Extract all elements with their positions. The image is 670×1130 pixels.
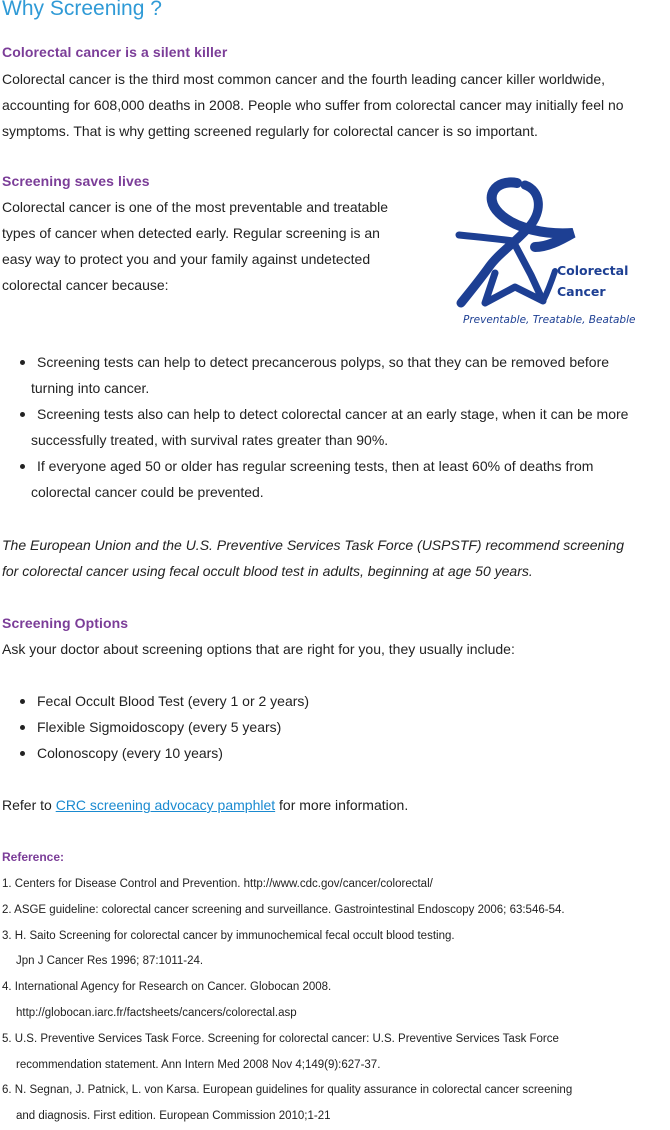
text-line: easy way to protect you and your family against undetected xyxy=(2,251,371,267)
section-heading-screening-options: Screening Options xyxy=(2,615,129,631)
bullet-icon xyxy=(20,699,25,704)
screening-options-intro xyxy=(2,636,515,662)
logo-text xyxy=(557,260,628,302)
bullet-icon xyxy=(20,725,25,730)
reference-line: 5. U.S. Preventive Services Task Force. Screening for colorectal cancer: U.S. Preventive Services Task Force xyxy=(2,1032,559,1045)
reference-item xyxy=(2,1027,572,1079)
bullet-icon xyxy=(20,751,25,756)
bullet-icon xyxy=(20,464,25,469)
logo-tagline: Preventable, Treatable, Beatable xyxy=(463,314,636,326)
list-item-line: Flexible Sigmoidoscopy (every 5 years) xyxy=(37,719,282,735)
text-line: Colorectal cancer is the third most common cancer and the fourth leading cancer killer worldwide, xyxy=(2,71,606,87)
recommendation-text xyxy=(2,532,624,584)
list-item xyxy=(0,349,628,401)
list-item xyxy=(0,453,628,505)
reference-line: 4. International Agency for Research on Cancer. Globocan 2008. xyxy=(2,981,332,994)
bullet-icon xyxy=(20,360,25,365)
colorectal-cancer-ribbon-logo-icon xyxy=(455,175,635,330)
reference-item xyxy=(2,924,572,976)
list-item-line: successfully treated, with survival rates greater than 90%. xyxy=(31,432,389,448)
refer-text xyxy=(2,792,408,818)
reference-line: recommendation statement. Ann Intern Med 2008 Nov 4;149(9):627-37. xyxy=(16,1058,381,1071)
reference-line: 1. Centers for Disease Control and Prevention. http://www.cdc.gov/cancer/colorectal/ xyxy=(2,878,433,890)
text-line: types of cancer when detected early. Regular screening is an xyxy=(2,225,380,241)
list-item-line: Screening tests also can help to detect colorectal cancer at an early stage, when it can be more xyxy=(37,406,629,422)
text-line: Ask your doctor about screening options that are right for you, they usually include: xyxy=(2,641,515,657)
section-saves-lives-text xyxy=(2,194,388,298)
list-item-line: If everyone aged 50 or older has regular screening tests, then at least 60% of deaths from xyxy=(37,458,594,474)
refer-suffix: for more information. xyxy=(275,797,409,813)
list-item xyxy=(0,740,309,766)
list-item xyxy=(0,401,628,453)
logo-line: Colorectal xyxy=(557,263,629,278)
reference-line: and diagnosis. First edition. European Commission 2010;1-21 xyxy=(16,1110,331,1123)
list-item-line: turning into cancer. xyxy=(31,380,150,396)
reference-line: 6. N. Segnan, J. Patnick, L. von Karsa. European guidelines for quality assurance in colorectal cancer screening xyxy=(2,1084,573,1097)
section-silent-killer-text xyxy=(2,66,624,144)
references-heading: Reference: xyxy=(2,850,65,864)
reference-item xyxy=(2,975,572,1027)
text-line: accounting for 608,000 deaths in 2008. People who suffer from colorectal cancer may initially feel no xyxy=(2,97,624,113)
text-line xyxy=(2,792,408,818)
reference-line: 3. H. Saito Screening for colorectal cancer by immunochemical fecal occult blood testing. xyxy=(2,929,455,942)
text-line: The European Union and the U.S. Preventive Services Task Force (USPSTF) recommend screening xyxy=(2,537,624,553)
reference-line: Jpn J Cancer Res 1996; 87:1011-24. xyxy=(16,955,204,968)
reference-line: 2. ASGE guideline: colorectal cancer screening and surveillance. Gastrointestinal Endoscopy 2006; 63:546-54. xyxy=(2,903,565,916)
pamphlet-link[interactable]: CRC screening advocacy pamphlet xyxy=(55,797,276,813)
bullet-icon xyxy=(20,412,25,417)
benefits-list xyxy=(0,349,628,505)
references-list xyxy=(2,872,572,1130)
reference-item xyxy=(2,872,572,898)
list-item-line: colorectal cancer could be prevented. xyxy=(31,484,264,500)
list-item xyxy=(0,714,309,740)
reference-item xyxy=(2,1078,572,1130)
text-line: colorectal cancer because: xyxy=(2,277,169,293)
reference-line: http://globocan.iarc.fr/factsheets/cancers/colorectal.asp xyxy=(16,1006,297,1019)
reference-item xyxy=(2,898,572,924)
list-item-line: Fecal Occult Blood Test (every 1 or 2 years) xyxy=(37,693,310,709)
logo-line: Cancer xyxy=(557,284,606,299)
refer-prefix: Refer to xyxy=(2,797,56,813)
list-item xyxy=(0,688,309,714)
text-line: Colorectal cancer is one of the most preventable and treatable xyxy=(2,199,389,215)
section-heading-saves-lives: Screening saves lives xyxy=(2,173,150,189)
list-item-line: Colonoscopy (every 10 years) xyxy=(37,745,223,761)
page-title: Why Screening ? xyxy=(2,0,162,20)
text-line: symptoms. That is why getting screened regularly for colorectal cancer is so important. xyxy=(2,123,538,139)
screening-options-list xyxy=(0,688,309,766)
section-heading-silent-killer: Colorectal cancer is a silent killer xyxy=(2,44,228,60)
list-item-line: Screening tests can help to detect precancerous polyps, so that they can be removed before xyxy=(37,354,610,370)
text-line: for colorectal cancer using fecal occult blood test in adults, beginning at age 50 years. xyxy=(2,563,533,579)
